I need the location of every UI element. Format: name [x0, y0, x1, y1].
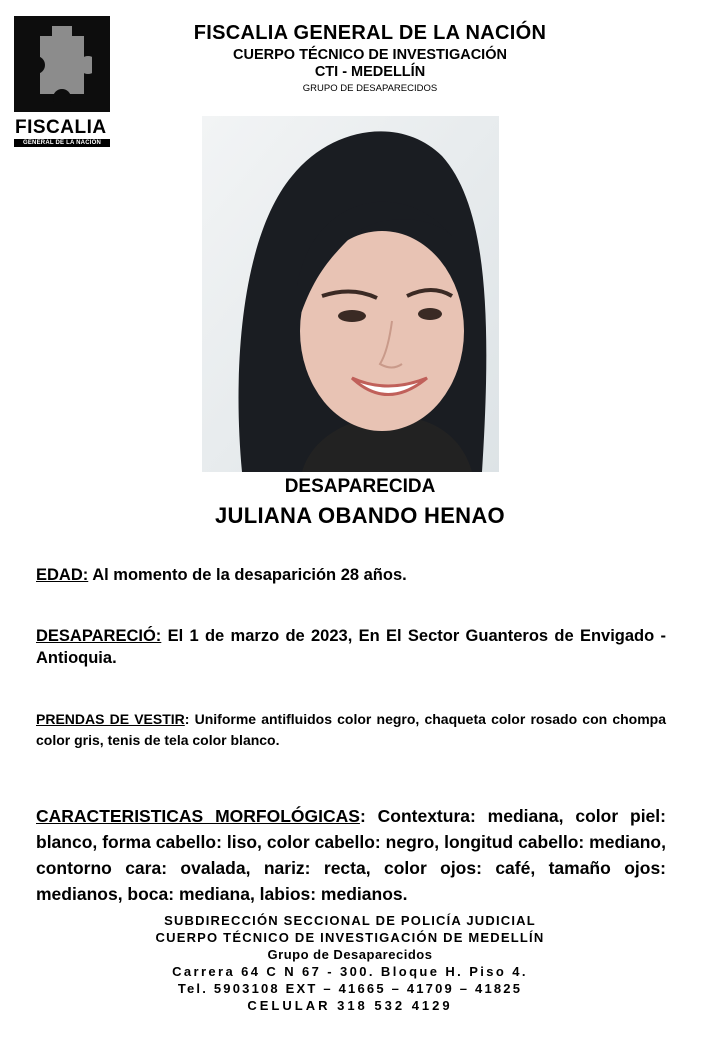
age-label: EDAD:: [36, 566, 89, 584]
footer-phone: Tel. 5903108 EXT – 41665 – 41709 – 41825: [177, 981, 523, 996]
footer-line-2: CUERPO TÉCNICO DE INVESTIGACIÓN DE MEDELLÍN: [155, 930, 545, 945]
disappeared-paragraph: [36, 625, 666, 669]
features-label: CARACTERISTICAS MORFOLÓGICAS: [36, 806, 360, 826]
footer-contact: [90, 912, 610, 1014]
footer-mobile: CELULAR 318 532 4129: [247, 998, 453, 1013]
person-name: JULIANA OBANDO HENAO: [215, 503, 505, 528]
features-text: : Contextura: mediana, color piel: blanco, forma cabello: liso, color cabello: negro, longitud cabello: mediano, contorno cara: ovalada, nariz: recta, color ojos: café, tamaño ojos: medianos, boca: mediana, labios: medianos.: [36, 806, 666, 904]
age-paragraph: [36, 566, 666, 585]
header-line-2: CUERPO TÉCNICO DE INVESTIGACIÓN: [233, 47, 507, 63]
header-line-3: CTI - MEDELLÍN: [314, 64, 426, 80]
footer-line-1: SUBDIRECCIÓN SECCIONAL DE POLICÍA JUDICIAL: [164, 913, 536, 928]
page-title: FISCALIA GENERAL DE LA NACIÓN: [193, 22, 547, 44]
header: [120, 22, 620, 94]
clothing-text: : Uniforme antifluidos color negro, chaqueta color rosado con chompa color gris, tenis de tela color blanco.: [36, 711, 666, 748]
clothing-paragraph: [36, 709, 666, 751]
puzzle-logo-icon: [14, 16, 110, 112]
missing-person-photo: [202, 116, 499, 472]
header-line-4: GRUPO DE DESAPARECIDOS: [302, 83, 438, 94]
status-heading: DESAPARECIDA: [284, 476, 436, 497]
age-text: Al momento de la desaparición 28 años.: [88, 566, 407, 584]
footer-address: Carrera 64 C N 67 - 300. Bloque H. Piso 4.: [172, 964, 528, 979]
logo-wordmark: FISCALIA: [15, 117, 107, 138]
fiscalia-logo: [14, 16, 112, 150]
logo-subtitle: GENERAL DE LA NACION: [14, 139, 110, 147]
disappeared-text: El 1 de marzo de 2023, En El Sector Guanteros de Envigado - Antioquia.: [36, 627, 666, 667]
disappeared-label: DESAPARECIÓ:: [36, 627, 162, 645]
features-paragraph: [36, 803, 666, 907]
footer-line-3: Grupo de Desaparecidos: [267, 947, 433, 962]
clothing-label: PRENDAS DE VESTIR: [36, 711, 185, 727]
